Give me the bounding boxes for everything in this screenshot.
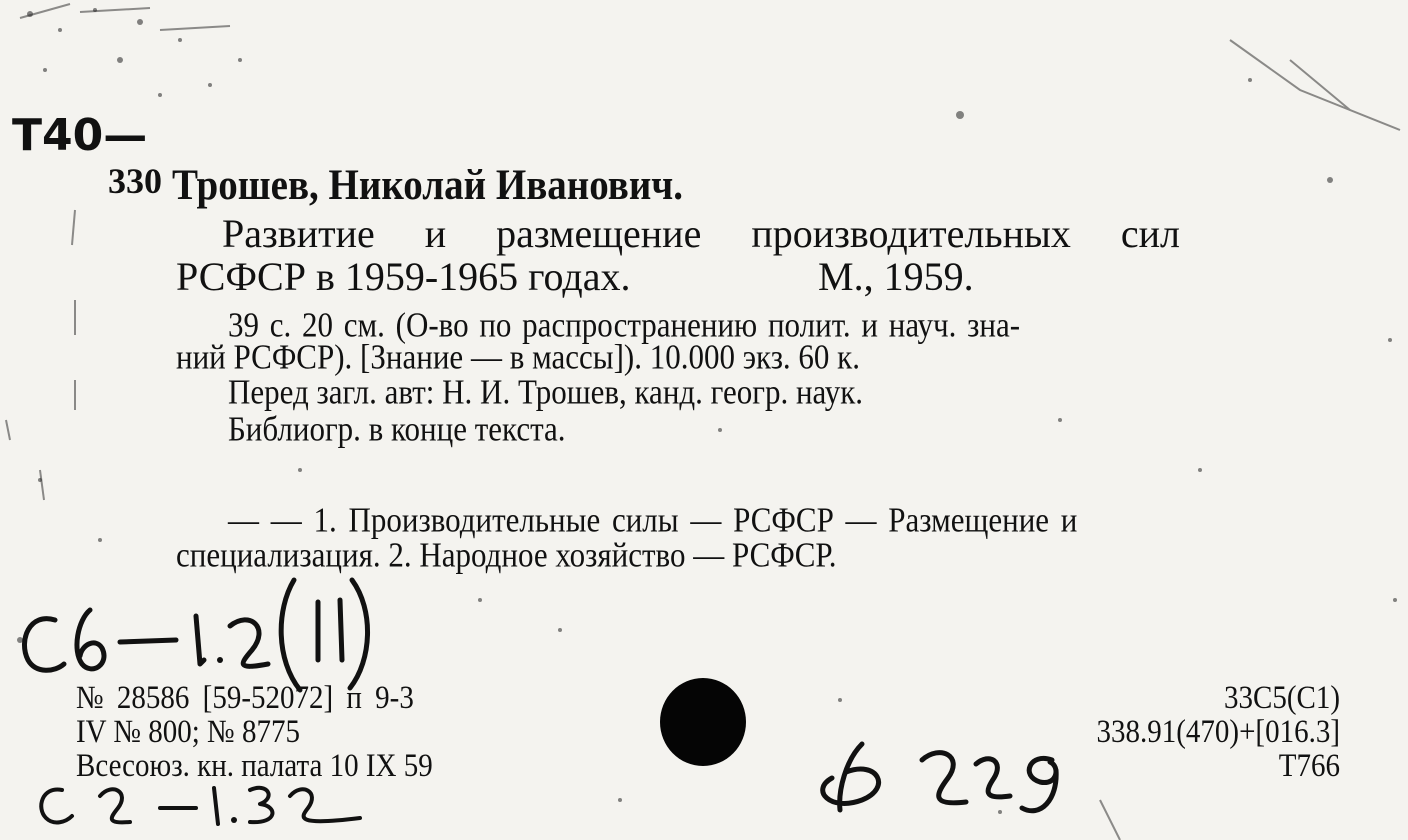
- classification-line-2: 338.91(470)+[016.3]: [1096, 714, 1340, 750]
- registry-line-3: Всесоюз. кн. палата 10 IX 59: [76, 748, 433, 784]
- registry-line-1: № 28586 [59-52072] п 9-3: [76, 680, 414, 716]
- registry-line-2: IV № 800; № 8775: [76, 714, 300, 750]
- call-number-top: Т40—: [12, 110, 148, 161]
- title-line-2: РСФСР в 1959-1965 годах.: [176, 254, 631, 299]
- subjects-line-1: — — 1. Производительные силы — РСФСР — Размещение и: [228, 500, 1078, 540]
- punched-hole-stamp: [660, 678, 746, 766]
- subjects-line-2: специализация. 2. Народное хозяйство — РСФСР.: [176, 535, 837, 575]
- classification-line-3: Т766: [1278, 748, 1340, 784]
- title-line-1: Развитие и размещение производительных сил: [222, 211, 1180, 256]
- note-author: Перед загл. авт: Н. И. Трошев, канд. геогр. наук.: [228, 372, 864, 412]
- note-bibliography: Библиогр. в конце текста.: [228, 409, 566, 449]
- author-heading: Трошев, Николай Иванович.: [172, 161, 684, 210]
- classification-line-1: 33С5(С1): [1224, 680, 1340, 716]
- call-number-bottom: 330: [108, 161, 162, 201]
- imprint: М., 1959.: [818, 254, 974, 299]
- collation-line-2: ний РСФСР). [Знание — в массы]). 10.000 экз. 60 к.: [176, 337, 860, 377]
- collation-line-1: 39 с. 20 см. (О-во по распространению полит. и науч. зна-: [228, 305, 1021, 345]
